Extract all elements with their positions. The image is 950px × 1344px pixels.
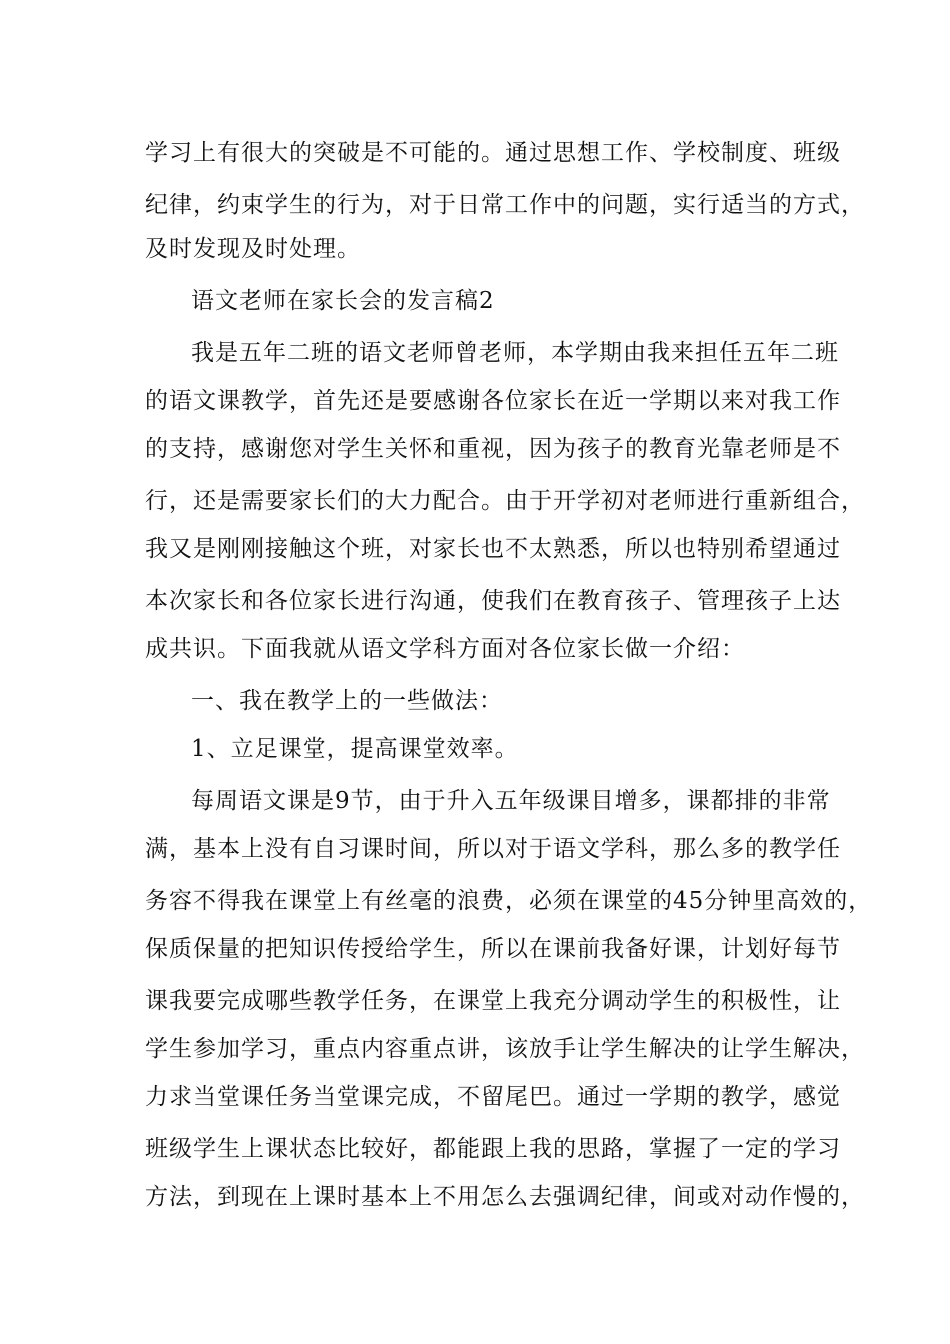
paragraph-line: 的语文课教学，首先还是要感谢各位家长在近一学期以来对我工作	[145, 388, 841, 414]
paragraph-line: 成共识。下面我就从语文学科方面对各位家长做一介绍：	[145, 636, 745, 662]
paragraph-line: 我是五年二班的语文老师曾老师，本学期由我来担任五年二班	[191, 340, 839, 366]
paragraph-line: 务容不得我在课堂上有丝毫的浪费，必须在课堂的45分钟里高效的，	[145, 888, 873, 914]
paragraph-line: 学生参加学习，重点内容重点讲，该放手让学生解决的让学生解决，	[145, 1036, 865, 1062]
paragraph-line: 我又是刚刚接触这个班，对家长也不太熟悉，所以也特别希望通过	[145, 536, 841, 562]
paragraph-line: 力求当堂课任务当堂课完成，不留尾巴。通过一学期的教学，感觉	[145, 1084, 841, 1110]
paragraph-line: 满，基本上没有自习课时间，所以对于语文学科，那么多的教学任	[145, 836, 841, 862]
paragraph-line: 及时发现及时处理。	[145, 236, 361, 262]
paragraph-line: 每周语文课是9节，由于升入五年级课目增多，课都排的非常	[191, 788, 831, 814]
list-subheading: 1、立足课堂，提高课堂效率。	[191, 736, 519, 762]
paragraph-line: 行，还是需要家长们的大力配合。由于开学初对老师进行重新组合，	[145, 488, 865, 514]
paragraph-line: 纪律，约束学生的行为，对于日常工作中的问题，实行适当的方式，	[145, 192, 865, 218]
paragraph-line: 保质保量的把知识传授给学生，所以在课前我备好课，计划好每节	[145, 936, 841, 962]
list-heading: 一、我在教学上的一些做法：	[191, 688, 503, 714]
paragraph-line: 的支持，感谢您对学生关怀和重视，因为孩子的教育光靠老师是不	[145, 436, 841, 462]
paragraph-line: 课我要完成哪些教学任务，在课堂上我充分调动学生的积极性，让	[145, 988, 841, 1014]
section-heading: 语文老师在家长会的发言稿2	[191, 288, 495, 314]
paragraph-line: 班级学生上课状态比较好，都能跟上我的思路，掌握了一定的学习	[145, 1136, 841, 1162]
paragraph-line: 方法，到现在上课时基本上不用怎么去强调纪律，间或对动作慢的，	[145, 1184, 865, 1210]
paragraph-line: 本次家长和各位家长进行沟通，使我们在教育孩子、管理孩子上达	[145, 588, 841, 614]
paragraph-line: 学习上有很大的突破是不可能的。通过思想工作、学校制度、班级	[145, 140, 841, 166]
